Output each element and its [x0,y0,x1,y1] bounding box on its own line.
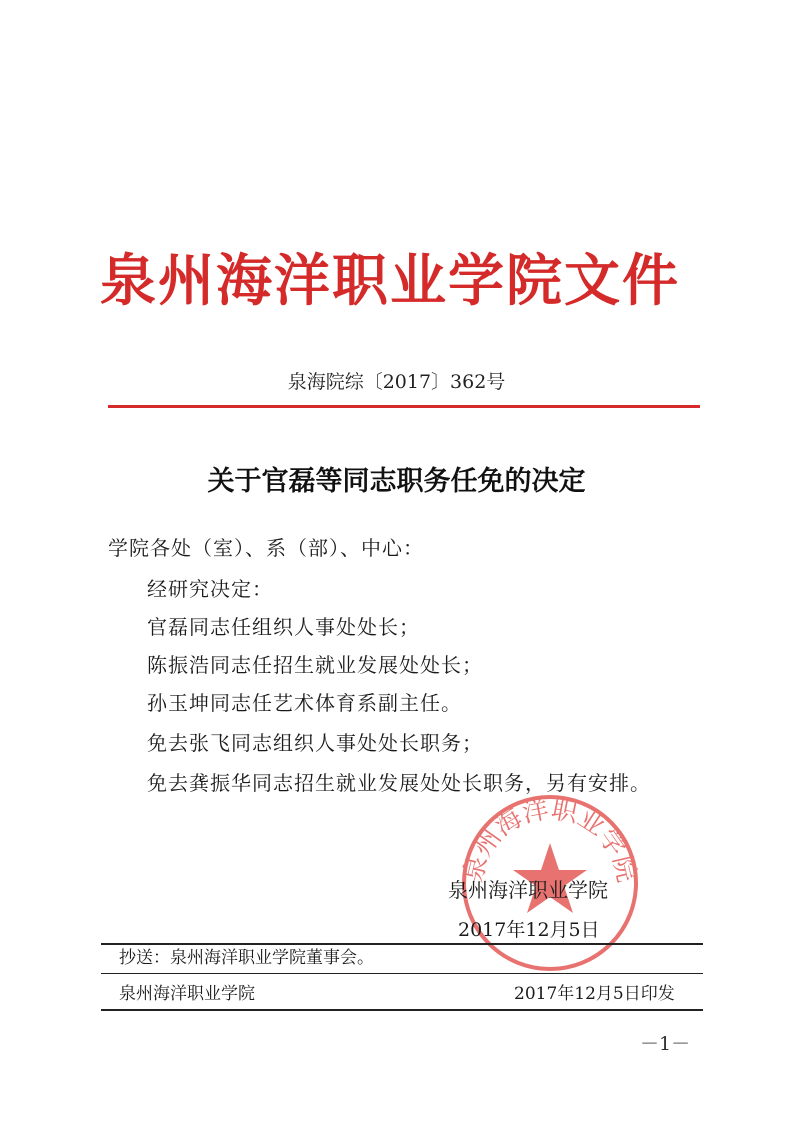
body-paragraph: 孙玉坤同志任艺术体育系副主任。 [147,691,462,715]
issuing-organization: 泉州海洋职业学院 [119,984,255,1004]
footer-rule-bottom [101,1009,703,1011]
signature-organization: 泉州海洋职业学院 [448,878,608,902]
document-header-title: 泉州海洋职业学院文件 [100,249,680,314]
signature-date: 2017年12月5日 [458,919,600,941]
page-number: －1－ [640,1033,691,1055]
body-paragraph: 经研究决定： [147,577,273,601]
print-date: 2017年12月5日印发 [514,984,675,1004]
addressee: 学院各处（室）、系（部）、中心： [108,536,424,560]
decision-title: 关于官磊等同志职务任免的决定 [207,466,586,497]
footer-rule-top [101,943,703,945]
footer-rule-middle [101,973,703,974]
document-number: 泉海院综〔2017〕362号 [287,371,506,393]
seal-lettering: 泉州海洋职业学院 [458,794,642,886]
body-paragraph: 免去龚振华同志招生就业发展处处长职务，另有安排。 [147,771,651,795]
body-paragraph: 陈振浩同志任招生就业发展处处长； [147,653,483,677]
cc-line: 抄送：泉州海洋职业学院董事会。 [119,948,374,968]
red-header-rule [108,405,700,408]
body-paragraph: 免去张飞同志组织人事处处长职务； [147,731,483,755]
body-paragraph: 官磊同志任组织人事处处长； [147,615,420,639]
